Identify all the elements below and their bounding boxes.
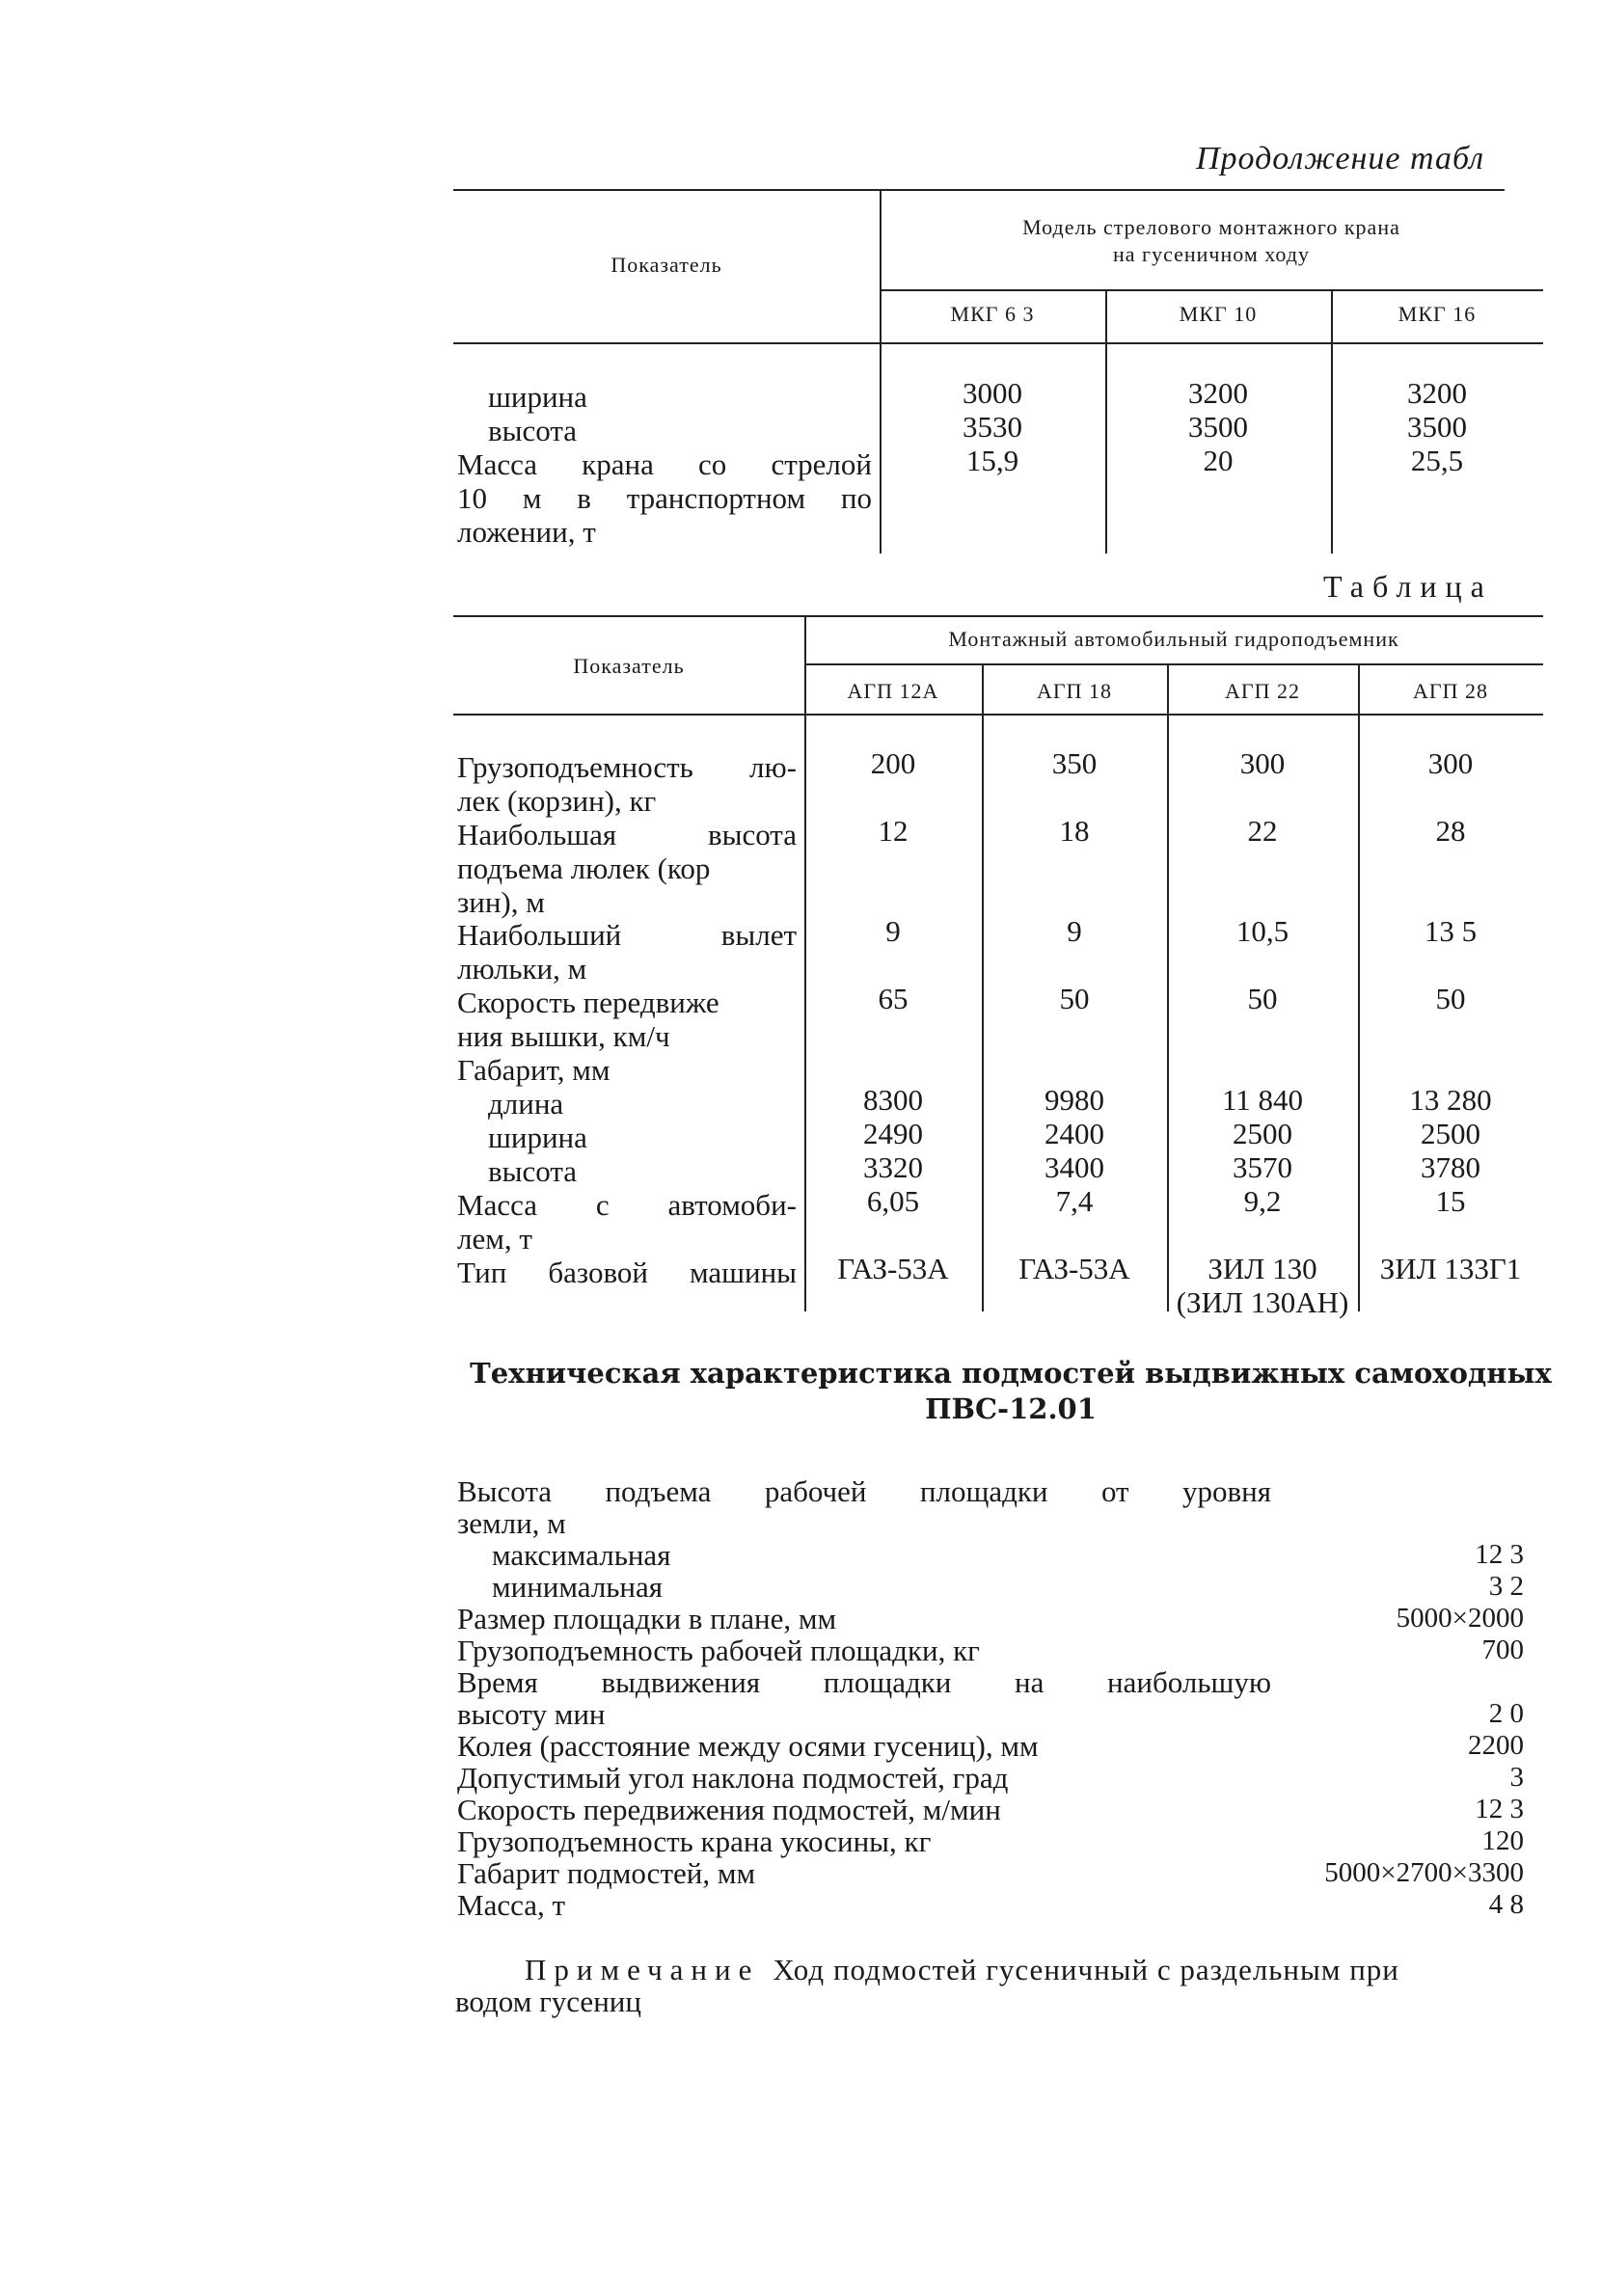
table2-cell: 10,5 <box>1235 914 1289 948</box>
table2-cell: 50 <box>1059 982 1090 1015</box>
table2-cell: 65 <box>878 982 909 1015</box>
table1-cell: 20 <box>1203 444 1234 477</box>
spec-label: минимальная <box>492 1570 664 1604</box>
spec-label: Высота подъема рабочей площадки от уровня <box>457 1474 1271 1508</box>
table2-row-label: лек (корзин), кг <box>457 784 657 818</box>
spec-label: земли, м <box>457 1506 566 1540</box>
spec-label: Грузоподъемность крана укосины, кг <box>457 1824 932 1858</box>
table1-cell: 3200 <box>1407 376 1467 410</box>
table1-cell: 3500 <box>1407 410 1467 444</box>
table2-cell: 3780 <box>1421 1150 1480 1184</box>
spec-value: 2200 <box>1468 1730 1524 1761</box>
spec-label: максимальная <box>492 1538 671 1572</box>
note-label: Примечание <box>525 1953 760 1986</box>
spec-label: Размер площадки в плане, мм <box>457 1602 837 1635</box>
table1-row-label: Масса крана со стрелой <box>457 447 872 481</box>
table2-row-label: длина <box>488 1087 564 1121</box>
table2-cell: 3400 <box>1045 1150 1104 1184</box>
table2-cell: 2490 <box>863 1117 923 1150</box>
table2-cell: 15 <box>1435 1184 1466 1218</box>
table2-row-label: Габарит, мм <box>457 1053 611 1087</box>
spec-value: 5000×2700×3300 <box>1324 1857 1524 1888</box>
table1-column-header: МКГ 16 <box>1397 302 1477 326</box>
table2-row-label: подъема люлек (кор <box>457 851 711 885</box>
table2-indicator-header: Показатель <box>573 654 685 678</box>
table2-cell: 300 <box>1427 746 1474 780</box>
table2-cell: 300 <box>1239 746 1286 780</box>
table2-row-label: Масса с автомоби- <box>457 1188 797 1222</box>
table1-cell: 25,5 <box>1410 444 1464 477</box>
table2-row-label: лем, т <box>457 1222 532 1256</box>
continuation-caption: Продолжение табл <box>1196 141 1485 176</box>
table2-row-label: Грузоподъемность лю- <box>457 750 797 784</box>
spec-label: Скорость передвижения подмостей, м/мин <box>457 1793 1001 1826</box>
spec-title <box>424 1356 1597 1427</box>
table2-row-label: ния вышки, км/ч <box>457 1019 670 1053</box>
table2-cell: 8300 <box>863 1083 923 1117</box>
table2-cell: 2400 <box>1045 1117 1104 1150</box>
table1-row-label: ложении, т <box>457 515 596 549</box>
table2-cell: 7,4 <box>1055 1184 1094 1218</box>
spec-label: Масса, т <box>457 1888 566 1922</box>
table1-row-label: 10 м в транспортном по <box>457 481 872 515</box>
spec-label: Грузоподъемность рабочей площадки, кг <box>457 1634 980 1667</box>
table2-column-header: АГП 28 <box>1413 679 1488 703</box>
table2-cell: 50 <box>1435 982 1466 1015</box>
spec-label: Время выдвижения площадки на наибольшую <box>457 1665 1271 1699</box>
note-text-line2: водом гусениц <box>455 1985 641 2018</box>
table2-row-label: зин), м <box>457 885 545 919</box>
table2-cell: 11 840 <box>1221 1083 1304 1117</box>
table2-cell: 28 <box>1435 814 1466 848</box>
table2-cell: 200 <box>870 746 916 780</box>
table2-row-label: Наибольший вылет <box>457 918 797 952</box>
spec-value: 120 <box>1481 1825 1524 1856</box>
table1-column-header: МКГ 10 <box>1179 302 1258 326</box>
table2-cell: 13 280 <box>1409 1083 1492 1117</box>
table2-column-header: АГП 12А <box>847 679 939 703</box>
table2-cell: ГАЗ-53А <box>1018 1252 1130 1285</box>
table2-cell: 9980 <box>1045 1083 1104 1117</box>
spec-value: 3 <box>1509 1762 1524 1793</box>
spec-value: 12 3 <box>1475 1539 1524 1570</box>
table1-row-label: ширина <box>488 380 587 414</box>
table2-cell: 6,05 <box>866 1184 920 1218</box>
table2-row-label: высота <box>488 1154 578 1188</box>
table1-column-header: МКГ 6 3 <box>950 302 1035 326</box>
table1-cell: 15,9 <box>965 444 1019 477</box>
table2-row-label: Тип базовой машины <box>457 1256 797 1289</box>
table1-cell: 3000 <box>963 376 1022 410</box>
spec-value: 3 2 <box>1488 1571 1524 1602</box>
spec-value: 2 0 <box>1488 1698 1524 1729</box>
table1-group-header-line1: Модель стрелового монтажного крана <box>1022 215 1400 239</box>
table2-cell: 50 <box>1247 982 1278 1015</box>
spec-label: Колея (расстояние между осями гусениц), мм <box>457 1729 1039 1763</box>
table2-row-label: люльки, м <box>457 952 587 986</box>
table2-row-label: Наибольшая высота <box>457 818 797 851</box>
table1-row-label: высота <box>488 414 578 447</box>
table2-cell: ЗИЛ 133Г1 <box>1379 1252 1522 1285</box>
table2-cell: ГАЗ-53А <box>837 1252 949 1285</box>
table1-cell: 3530 <box>963 410 1022 444</box>
table2-cell: 13 5 <box>1424 914 1478 948</box>
table1-cell: 3500 <box>1188 410 1248 444</box>
table2-cell: 9 <box>1067 914 1082 948</box>
spec-value: 5000×2000 <box>1396 1603 1524 1634</box>
spec-value: 4 8 <box>1488 1889 1524 1920</box>
table2-cell: 12 <box>878 814 909 848</box>
spec-label: Допустимый угол наклона подмостей, град <box>457 1761 1009 1795</box>
table2-cell: 3320 <box>863 1150 923 1184</box>
table2-cell: 2500 <box>1233 1117 1292 1150</box>
spec-title-line1: Техническая характеристика подмостей выдвижных самоходных <box>470 1357 1552 1390</box>
note-text-line1: Ход подмостей гусеничный с раздельным при <box>773 1953 1399 1986</box>
table2-caption: Таблица <box>1323 569 1493 604</box>
table2-cell: 18 <box>1059 814 1090 848</box>
table2-cell: 9,2 <box>1243 1184 1282 1218</box>
table2-column-header: АГП 18 <box>1037 679 1112 703</box>
spec-value: 12 3 <box>1475 1794 1524 1824</box>
spec-value: 700 <box>1481 1634 1524 1665</box>
note <box>455 1954 1399 2017</box>
table2-cell: 22 <box>1247 814 1278 848</box>
spec-title-line2: ПВС-12.01 <box>925 1392 1097 1425</box>
table2-cell: 9 <box>885 914 901 948</box>
table2-cell: ЗИЛ 130 <box>1208 1252 1317 1285</box>
table2-cell: 3570 <box>1233 1150 1292 1184</box>
table2-row-label: Скорость передвиже <box>457 986 719 1019</box>
table2-cell-extra: (ЗИЛ 130АН) <box>1176 1285 1349 1319</box>
table1-group-header <box>880 214 1543 268</box>
table1-cell: 3200 <box>1188 376 1248 410</box>
table2-column-header: АГП 22 <box>1225 679 1300 703</box>
table1-indicator-header: Показатель <box>611 253 722 277</box>
table1-group-header-line2: на гусеничном ходу <box>1113 242 1310 266</box>
table2-group-header: Монтажный автомобильный гидроподъемник <box>948 627 1399 651</box>
table2-cell: 350 <box>1051 746 1098 780</box>
spec-label: высоту мин <box>457 1697 606 1731</box>
table2-cell: 2500 <box>1421 1117 1480 1150</box>
table2-row-label: ширина <box>488 1121 587 1154</box>
spec-label: Габарит подмостей, мм <box>457 1856 756 1890</box>
